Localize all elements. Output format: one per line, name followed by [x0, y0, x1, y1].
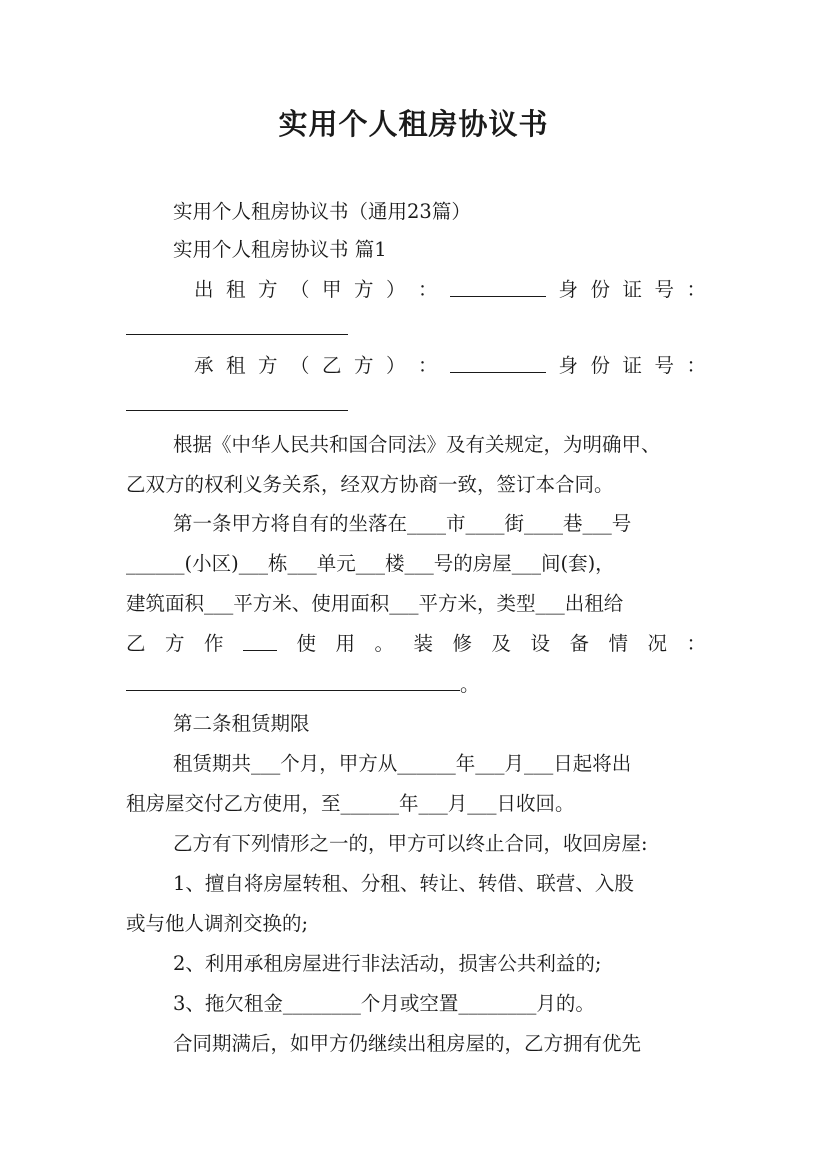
decoration-line: 乙 方 作 使 用 。 装 修 及 设 备 情 况 ：	[126, 624, 706, 664]
lessee-line: 承 租 方 （ 乙 方 ） ： 身 份 证 号 ：	[126, 346, 706, 386]
list-item: 1、擅自将房屋转租、分租、转让、转借、联营、入股	[173, 872, 634, 895]
paragraph-line: ______(小区)___栋___单元___楼___号的房屋___间(套)，	[126, 552, 615, 575]
paragraph-line: 第一条甲方将自有的坐落在____市____街____巷___号	[173, 512, 632, 535]
clause-heading: 第二条租赁期限	[173, 712, 310, 735]
decoration-blank: 。	[126, 664, 706, 705]
lessor-line: 出 租 方 （ 甲 方 ） ： 身 份 证 号 ：	[126, 270, 706, 310]
section-heading: 实用个人租房协议书 篇1	[173, 238, 387, 261]
paragraph-line: 乙双方的权利义务关系，经双方协商一致，签订本合同。	[126, 473, 614, 496]
paragraph-line: 根据《中华人民共和国合同法》及有关规定，为明确甲、	[173, 433, 661, 456]
lessee-id-blank	[126, 384, 706, 425]
paragraph-line: 建筑面积___平方米、使用面积___平方米，类型___出租给	[126, 592, 624, 615]
paragraph-line: 乙方有下列情形之一的，甲方可以终止合同，收回房屋:	[173, 832, 648, 855]
list-item: 2、利用承租房屋进行非法活动，损害公共利益的;	[173, 952, 602, 975]
document-title: 实用个人租房协议书	[278, 107, 549, 141]
paragraph-line: 租赁期共___个月，甲方从______年___月___日起将出	[173, 752, 632, 775]
subtitle-line: 实用个人租房协议书（通用23篇）	[173, 200, 471, 223]
list-item-continuation: 或与他人调剂交换的;	[126, 912, 309, 935]
lessor-id-blank	[126, 308, 706, 349]
list-item: 3、拖欠租金________个月或空置________月的。	[173, 992, 595, 1015]
paragraph-line: 合同期满后，如甲方仍继续出租房屋的，乙方拥有优先	[173, 1032, 642, 1055]
paragraph-line: 租房屋交付乙方使用，至______年___月___日收回。	[126, 792, 575, 815]
